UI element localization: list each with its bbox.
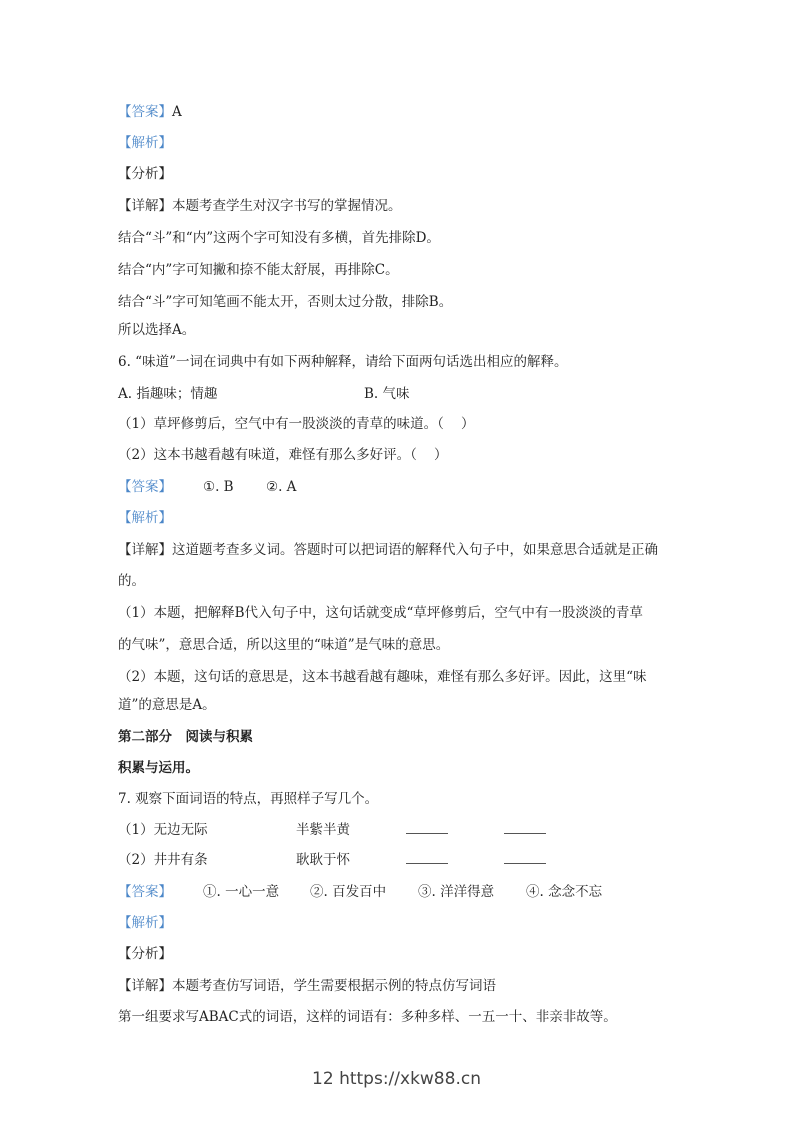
text-line: （1）本题，把解释B代入句子中，这句话就变成“草坪修剪后，空气中有一股淡淡的青草	[118, 605, 643, 621]
text-line: 所以选择A。	[118, 322, 196, 338]
word-example: 耿耿于怀	[296, 852, 350, 868]
fenxi-tag: 【分析】	[118, 166, 172, 182]
text-line: 结合“斗”和“内”这两个字可知没有多横，首先排除D。	[118, 230, 440, 246]
answer-blank[interactable]	[406, 821, 448, 834]
detail-tag: 【详解】	[118, 198, 172, 214]
sentence-2: （2）这本书越看越有味道，难怪有那么多好评。（ ）	[118, 447, 448, 463]
section-subtitle: 积累与运用。	[118, 760, 199, 776]
answer-tag: 【答案】	[118, 104, 172, 120]
text-line: 的。	[118, 573, 145, 589]
answer-line	[118, 103, 182, 121]
answer-line	[118, 478, 297, 496]
answer-value: A	[172, 104, 182, 120]
detail-text: 本题考查仿写词语，学生需要根据示例的特点仿写词语	[172, 978, 496, 994]
analysis-tag: 【解析】	[118, 135, 172, 151]
analysis-tag: 【解析】	[118, 915, 172, 931]
word-label: （1）无边无际	[118, 822, 208, 838]
text-line: 结合“斗”字可知笔画不能太开，否则太过分散，排除B。	[118, 294, 453, 310]
option-a: A. 指趣味；情趣	[118, 386, 218, 402]
answer-item: ③. 洋洋得意	[418, 884, 495, 900]
sentence-1: （1）草坪修剪后，空气中有一股淡淡的青草的味道。（ ）	[118, 416, 475, 432]
detail-tag: 【详解】	[118, 978, 172, 994]
detail-line	[118, 977, 496, 995]
detail-tag: 【详解】	[118, 542, 172, 558]
answer-item: ②. 百发百中	[310, 884, 387, 900]
answer-blank[interactable]	[504, 851, 546, 864]
answer-item: ①. B	[203, 479, 234, 495]
answer-item: ②. A	[266, 479, 297, 495]
page-footer: 12 https://xkw88.cn	[312, 1069, 481, 1089]
option-b: B. 气味	[364, 386, 410, 402]
detail-text: 本题考查学生对汉字书写的掌握情况。	[172, 198, 402, 214]
fenxi-tag: 【分析】	[118, 946, 172, 962]
answer-item: ④. 念念不忘	[526, 884, 603, 900]
text-line: 道”的意思是A。	[118, 697, 216, 713]
answer-tag: 【答案】	[118, 479, 172, 495]
analysis-tag: 【解析】	[118, 510, 172, 526]
word-example: 半紫半黄	[296, 822, 350, 838]
answer-line	[118, 883, 603, 901]
word-label: （2）井井有条	[118, 852, 208, 868]
text-line: 第一组要求写ABAC式的词语，这样的词语有：多种多样、一五一十、非亲非故等。	[118, 1009, 617, 1025]
answer-item: ①. 一心一意	[203, 884, 280, 900]
answer-blank[interactable]	[406, 851, 448, 864]
answer-blank[interactable]	[504, 821, 546, 834]
question-7: 7. 观察下面词语的特点，再照样子写几个。	[118, 791, 379, 807]
detail-line	[118, 197, 402, 215]
detail-text: 这道题考查多义词。答题时可以把词语的解释代入句子中，如果意思合适就是正确	[172, 542, 658, 558]
answer-tag: 【答案】	[118, 884, 172, 900]
word-row	[118, 821, 350, 839]
word-row	[118, 851, 350, 869]
detail-line	[118, 541, 658, 559]
text-line: （2）本题，这句话的意思是，这本书越看越有趣味，难怪有那么多好评。因此，这里“味	[118, 669, 647, 685]
question-6: 6. “味道”一词在词典中有如下两种解释，请给下面两句话选出相应的解释。	[118, 354, 568, 370]
section-title: 第二部分 阅读与积累	[118, 729, 253, 745]
text-line: 结合“内”字可知撇和捺不能太舒展，再排除C。	[118, 262, 399, 278]
text-line: 的气味”，意思合适，所以这里的“味道”是气味的意思。	[118, 637, 450, 653]
